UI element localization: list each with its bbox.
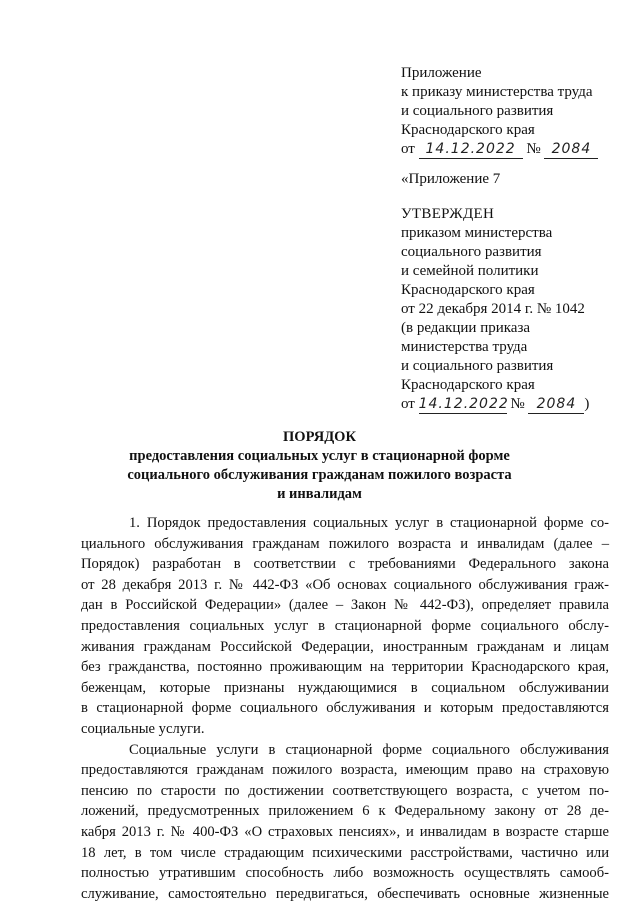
number-prefix: № — [510, 396, 525, 412]
title-heading: ПОРЯДОК — [283, 429, 356, 445]
body-line: дан в Российской Федерации» (далее – Закон № 442-ФЗ), определяет правила — [81, 597, 609, 614]
approved-line: социального развития — [401, 244, 542, 260]
handwritten-date: 14.12.2022 — [418, 396, 509, 412]
approved-line: приказом министерства — [401, 225, 553, 241]
body-line: циального обслуживания гражданам пожилого возраста и инвалидам (далее – — [81, 535, 609, 552]
body-line: предоставляются гражданам пожилого возраста, имеющим право на страховую — [81, 762, 609, 779]
approved-line: и социального развития — [401, 358, 554, 374]
appendix-line: Краснодарского края — [401, 122, 535, 138]
body-line: служивание, самостоятельно передвигаться, обеспечивать основные жизненные — [81, 885, 609, 902]
body-line: беженцам, которые признаны нуждающимися в социальном обслуживании — [81, 679, 609, 696]
body-line: в стационарной форме социального обслуживания и которым предоставляются — [81, 700, 609, 717]
approved-line: Краснодарского края — [401, 282, 535, 298]
title-line: и инвалидам — [277, 486, 362, 502]
closing-paren: ) — [584, 396, 590, 412]
handwritten-number: 2084 — [528, 396, 584, 414]
body-line: 18 лет, в том числе страдающим психическими расстройствами, частично или — [81, 844, 609, 861]
body-line: социальные услуги. — [81, 720, 205, 737]
approved-date-line — [401, 395, 589, 414]
body-line: живания гражданам Российской Федерации, иностранным гражданам и лицам — [81, 638, 609, 655]
appendix-line: Приложение — [401, 65, 482, 81]
approved-line: и семейной политики — [401, 263, 539, 279]
appendix-line: к приказу министерства труда — [401, 84, 593, 100]
date-prefix: от — [401, 141, 415, 157]
body-line: кабря 2013 г. № 400-ФЗ «О страховых пенсиях», и инвалидам в возрасте старше — [81, 823, 609, 840]
handwritten-number: 2084 — [544, 141, 598, 159]
body-line: Порядок) разработан в соответствии с требованиями Федерального закона — [81, 556, 609, 573]
body-line: предоставления социальных услуг в стационарной форме социального обслу- — [81, 617, 609, 634]
title-line: предоставления социальных услуг в стационарной форме — [129, 448, 510, 464]
appendix-7-label: «Приложение 7 — [401, 171, 501, 187]
number-prefix: № — [526, 141, 541, 157]
date-prefix: от — [401, 396, 415, 412]
body-line: Социальные услуги в стационарной форме социального обслуживания — [129, 741, 609, 758]
appendix-date-line — [401, 140, 598, 159]
appendix-block — [401, 64, 598, 159]
body-line: ложений, предусмотренных приложением 6 к Федеральному закону от 28 де- — [81, 803, 609, 820]
approved-line: министерства труда — [401, 339, 528, 355]
body-line: 1. Порядок предоставления социальных услуг в стационарной форме со- — [129, 515, 609, 531]
body-line: пенсию по старости по достижении соответствующего возраста, с учетом по- — [81, 782, 609, 799]
approved-heading: УТВЕРЖДЕН — [401, 206, 495, 222]
approved-block — [401, 205, 589, 414]
handwritten-date: 14.12.2022 — [419, 141, 523, 159]
document-title — [0, 428, 639, 504]
appendix-line: и социального развития — [401, 103, 554, 119]
body-line: от 28 декабря 2013 г. № 442-ФЗ «Об основах социального обслуживания граж- — [81, 576, 609, 593]
title-line: социального обслуживания гражданам пожилого возраста — [127, 467, 512, 483]
body-line: полностью утратившим способность либо возможность осуществлять самооб- — [81, 865, 609, 882]
approved-line: от 22 декабря 2014 г. № 1042 — [401, 301, 585, 317]
body-line: без гражданства, постоянно проживающим на территории Краснодарского края, — [81, 659, 609, 676]
approved-line: Краснодарского края — [401, 377, 535, 393]
approved-line: (в редакции приказа — [401, 320, 531, 336]
document-body — [81, 513, 609, 904]
